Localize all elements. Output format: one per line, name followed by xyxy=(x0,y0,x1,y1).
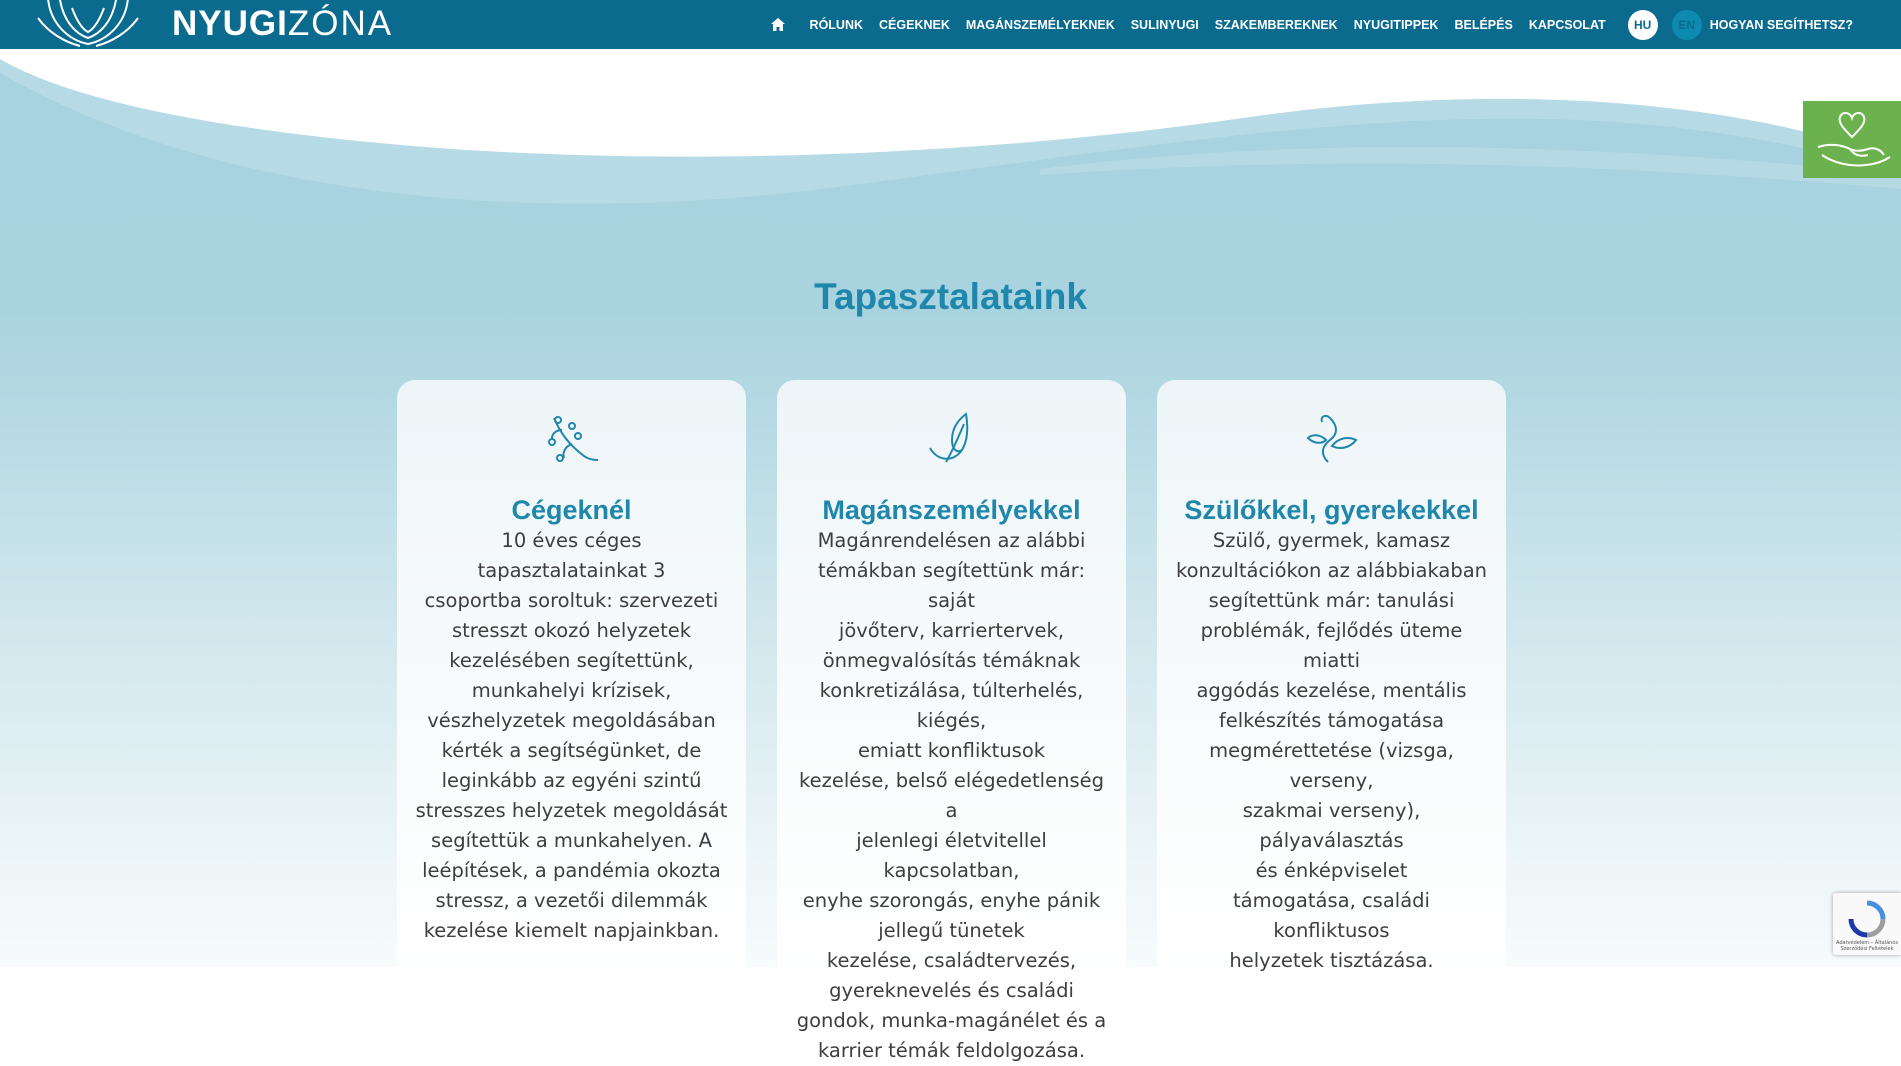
card-text-line: karrier témák feldolgozása. xyxy=(817,1039,1086,1062)
card-text-line: kérték a segítségünket, de xyxy=(441,739,702,762)
card-text-line: és énképviselet xyxy=(1255,859,1408,882)
card-text-line: csoportba soroltuk: szervezeti xyxy=(424,589,719,612)
sprout-icon xyxy=(1304,410,1360,466)
card-text-line: munkahelyi krízisek, xyxy=(471,679,672,702)
card-text-line: jelenlegi életvitellel kapcsolatban, xyxy=(856,829,1047,882)
card-text-line: gyereknevelés és családi xyxy=(829,979,1074,1002)
nav-item-nyugitippek[interactable]: NYUGITIPPEK xyxy=(1353,17,1439,32)
card-text-line: problémák, fejlődés üteme miatti xyxy=(1200,619,1463,672)
card-text-line: jellegű tünetek xyxy=(878,919,1025,942)
heart-hand-badge[interactable] xyxy=(1803,101,1901,178)
card-description xyxy=(415,526,728,946)
home-icon[interactable] xyxy=(767,14,789,36)
nav-item-sulinyugi[interactable]: SULINYUGI xyxy=(1130,17,1199,32)
card-text-line: leépítések, a pandémia okozta xyxy=(422,859,721,882)
card-text-line: aggódás kezelése, mentális xyxy=(1196,679,1467,702)
nav-item-maganszemelyeknek[interactable]: MAGÁNSZEMÉLYEKNEK xyxy=(965,17,1115,32)
card-text-line: konzultációkon az alábbiakaban xyxy=(1175,559,1488,582)
experience-card-individuals xyxy=(777,380,1126,1062)
language-en-button[interactable]: EN xyxy=(1672,10,1702,40)
card-text-line: megmérettetése (vizsga, verseny, xyxy=(1209,739,1454,792)
card-text-line: leginkább az egyéni szintű xyxy=(441,769,702,792)
nav-item-cegeknek[interactable]: CÉGEKNEK xyxy=(879,17,950,32)
card-title: Szülőkkel, gyerekekkel xyxy=(1184,495,1479,525)
brand-light-text: ZÓNA xyxy=(287,4,394,43)
decorative-waves xyxy=(0,49,1901,249)
nav-item-hogyan-segithetsz[interactable]: HOGYAN SEGÍTHETSZ? xyxy=(1709,17,1853,32)
card-text-line: felkészítés támogatása xyxy=(1218,709,1445,732)
card-text-line: 10 éves céges tapasztalatainkat 3 xyxy=(477,529,666,582)
card-text-line: gondok, munka-magánélet és a xyxy=(796,1009,1107,1032)
card-text-line: stresszt okozó helyzetek xyxy=(451,619,692,642)
language-hu-button[interactable]: HU xyxy=(1628,10,1658,40)
card-text-line: segítettük a munkahelyen. A xyxy=(431,829,712,852)
recaptcha-badge[interactable] xyxy=(1833,893,1901,955)
card-text-line: konkretizálása, túlterhelés, kiégés, xyxy=(819,679,1084,732)
brand-wordmark[interactable] xyxy=(172,4,393,44)
card-text-line: támogatása, családi konfliktusos xyxy=(1233,889,1430,942)
card-text-line: kezelése, belső elégedetlenség a xyxy=(799,769,1104,822)
nav-item-kapcsolat[interactable]: KAPCSOLAT xyxy=(1528,17,1606,32)
card-text-line: önmegvalósítás témáknak xyxy=(822,649,1081,672)
card-description xyxy=(1175,526,1488,976)
experience-card-parents-children xyxy=(1157,380,1506,980)
card-text-line: kezelése, családtervezés, xyxy=(826,949,1077,972)
experience-card-companies xyxy=(397,380,746,980)
card-text-line: szakmai verseny), pályaválasztás xyxy=(1242,799,1421,852)
branch-icon xyxy=(544,410,600,466)
nav-item-szakembereknek[interactable]: SZAKEMBEREKNEK xyxy=(1214,17,1338,32)
top-navigation-bar xyxy=(0,0,1901,49)
leaf-icon xyxy=(924,410,980,466)
nav-item-belepes[interactable]: BELÉPÉS xyxy=(1454,17,1513,32)
main-navigation xyxy=(767,0,1861,49)
card-text-line: stresszes helyzetek megoldását xyxy=(415,799,728,822)
card-text-line: Magánrendelésen az alábbi xyxy=(817,529,1086,552)
card-text-line: segítettünk már: tanulási xyxy=(1208,589,1455,612)
hands-heart-logo[interactable] xyxy=(28,0,148,48)
recaptcha-privacy-terms[interactable]: Adatvédelem – Általános Szerződési Feltételek xyxy=(1836,940,1898,952)
card-text-line: vészhelyzetek megoldásában xyxy=(427,709,716,732)
nav-item-rolunk[interactable]: RÓLUNK xyxy=(809,17,864,32)
heart-hand-icon xyxy=(1810,107,1894,173)
brand-bold-text: NYUGI xyxy=(172,4,288,43)
card-text-line: Szülő, gyermek, kamasz xyxy=(1212,529,1451,552)
section-title: Tapasztalataink xyxy=(814,276,1087,317)
card-text-line: helyzetek tisztázása. xyxy=(1229,949,1434,972)
recaptcha-icon xyxy=(1847,899,1887,939)
card-text-line: stressz, a vezetői dilemmák xyxy=(435,889,708,912)
card-text-line: témákban segítettünk már: saját xyxy=(817,559,1086,612)
card-text-line: kezelésében segítettünk, xyxy=(449,649,694,672)
card-text-line: enyhe szorongás, enyhe pánik xyxy=(802,889,1101,912)
card-text-line: emiatt konfliktusok xyxy=(857,739,1046,762)
card-description xyxy=(795,526,1108,1066)
card-text-line: kezelése kiemelt napjainkban. xyxy=(423,919,720,942)
card-title: Magánszemélyekkel xyxy=(822,495,1081,525)
card-title: Cégeknél xyxy=(511,495,632,525)
card-text-line: jövőterv, karriertervek, xyxy=(838,619,1065,642)
